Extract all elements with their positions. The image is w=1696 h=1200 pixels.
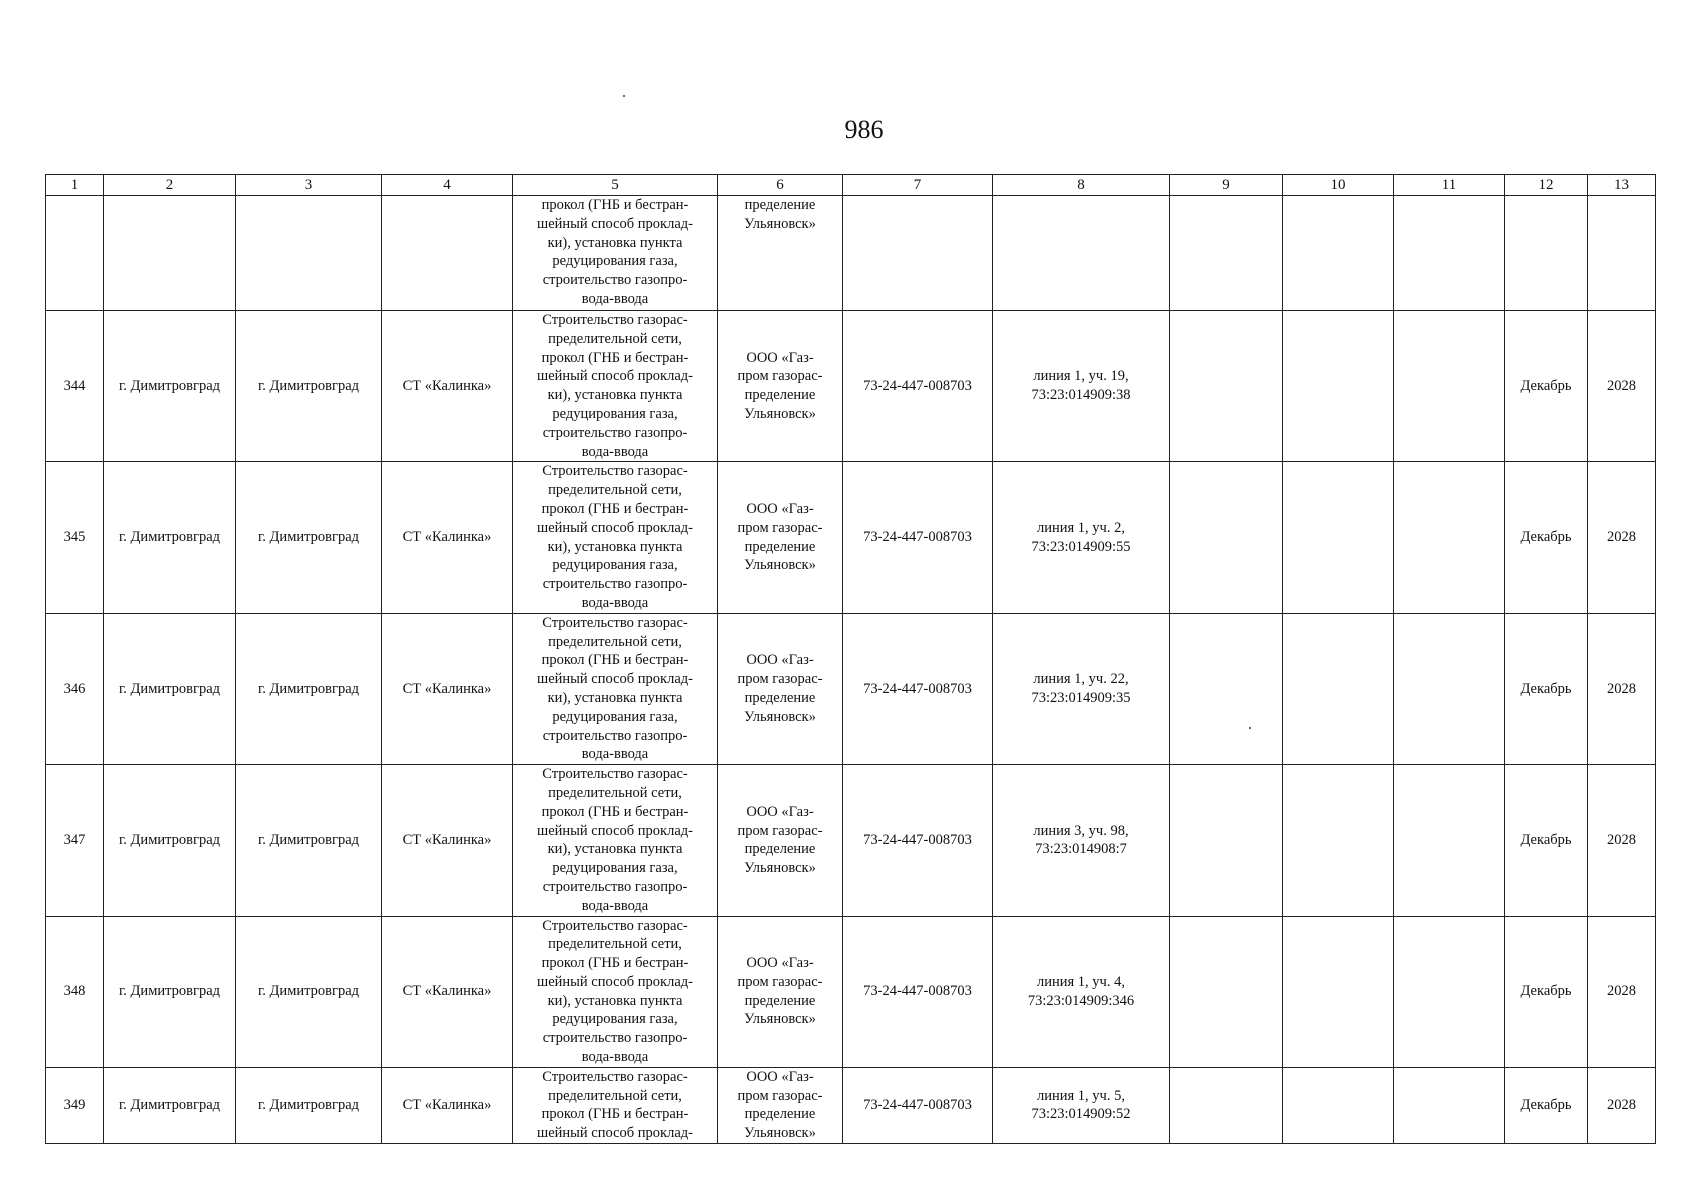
work-description: Строительство газорас- пределительной сети, прокол (ГНБ и бестран- шейный способ проклад- ки), установка пункта редуцирования газа, строительство газопро- вода-ввода: [513, 765, 718, 916]
scan-speck: [623, 95, 625, 97]
table-row: [46, 765, 1656, 916]
municipality: г. Димитровград: [104, 613, 236, 764]
location: линия 1, уч. 22, 73:23:014909:35: [993, 613, 1170, 764]
municipality: г. Димитровград: [104, 311, 236, 462]
object-name: СТ «Калинка»: [382, 916, 513, 1067]
column-header: 4: [382, 175, 513, 196]
object-code: 73-24-447-008703: [843, 462, 993, 613]
table-row: [46, 311, 1656, 462]
settlement: г. Димитровград: [236, 613, 382, 764]
row-number: 346: [46, 613, 104, 764]
object-name: СТ «Калинка»: [382, 462, 513, 613]
year: 2028: [1588, 916, 1656, 1067]
work-description: Строительство газорас- пределительной сети, прокол (ГНБ и бестран- шейный способ проклад-: [513, 1067, 718, 1143]
table-row: [46, 916, 1656, 1067]
year: 2028: [1588, 613, 1656, 764]
year: 2028: [1588, 765, 1656, 916]
table-row-continuation: [46, 196, 1656, 311]
column-header: 1: [46, 175, 104, 196]
work-description: Строительство газорас- пределительной сети, прокол (ГНБ и бестран- шейный способ проклад- ки), установка пункта редуцирования газа, строительство газопро- вода-ввода: [513, 462, 718, 613]
row-number: 348: [46, 916, 104, 1067]
object-name: СТ «Калинка»: [382, 1067, 513, 1143]
object-code: 73-24-447-008703: [843, 1067, 993, 1143]
registry-table: [45, 174, 1656, 1144]
owner-organization: ООО «Газ- пром газорас- пределение Ульяновск»: [718, 916, 843, 1067]
month: Декабрь: [1505, 613, 1588, 764]
column-number-row: [46, 175, 1656, 196]
work-description: Строительство газорас- пределительной сети, прокол (ГНБ и бестран- шейный способ проклад- ки), установка пункта редуцирования газа, строительство газопро- вода-ввода: [513, 916, 718, 1067]
municipality: г. Димитровград: [104, 462, 236, 613]
scan-speck: [1249, 727, 1251, 729]
column-header: 10: [1283, 175, 1394, 196]
column-header: 9: [1170, 175, 1283, 196]
municipality: г. Димитровград: [104, 916, 236, 1067]
work-description: прокол (ГНБ и бестран- шейный способ проклад- ки), установка пункта редуцирования газа, строительство газопро- вода-ввода: [513, 196, 718, 311]
month: Декабрь: [1505, 916, 1588, 1067]
column-header: 11: [1394, 175, 1505, 196]
object-code: 73-24-447-008703: [843, 765, 993, 916]
location: линия 1, уч. 19, 73:23:014909:38: [993, 311, 1170, 462]
month: Декабрь: [1505, 1067, 1588, 1143]
settlement: г. Димитровград: [236, 765, 382, 916]
column-header: 7: [843, 175, 993, 196]
month: Декабрь: [1505, 311, 1588, 462]
column-header: 3: [236, 175, 382, 196]
object-name: СТ «Калинка»: [382, 613, 513, 764]
owner-organization: ООО «Газ- пром газорас- пределение Ульяновск»: [718, 462, 843, 613]
column-header: 12: [1505, 175, 1588, 196]
page-number: 986: [844, 115, 884, 144]
municipality: г. Димитровград: [104, 765, 236, 916]
year: 2028: [1588, 462, 1656, 613]
row-number: 349: [46, 1067, 104, 1143]
row-number: 344: [46, 311, 104, 462]
column-header: 13: [1588, 175, 1656, 196]
table-row: [46, 1067, 1656, 1143]
location: линия 1, уч. 4, 73:23:014909:346: [993, 916, 1170, 1067]
column-header: 8: [993, 175, 1170, 196]
year: 2028: [1588, 1067, 1656, 1143]
settlement: г. Димитровград: [236, 311, 382, 462]
column-header: 2: [104, 175, 236, 196]
settlement: г. Димитровград: [236, 1067, 382, 1143]
work-description: Строительство газорас- пределительной сети, прокол (ГНБ и бестран- шейный способ проклад- ки), установка пункта редуцирования газа, строительство газопро- вода-ввода: [513, 613, 718, 764]
location: линия 3, уч. 98, 73:23:014908:7: [993, 765, 1170, 916]
settlement: г. Димитровград: [236, 462, 382, 613]
object-code: 73-24-447-008703: [843, 311, 993, 462]
owner-organization: ООО «Газ- пром газорас- пределение Ульяновск»: [718, 765, 843, 916]
owner-organization: пределение Ульяновск»: [718, 196, 843, 311]
owner-organization: ООО «Газ- пром газорас- пределение Ульяновск»: [718, 613, 843, 764]
object-code: 73-24-447-008703: [843, 916, 993, 1067]
work-description: Строительство газорас- пределительной сети, прокол (ГНБ и бестран- шейный способ проклад- ки), установка пункта редуцирования газа, строительство газопро- вода-ввода: [513, 311, 718, 462]
table-row: [46, 613, 1656, 764]
owner-organization: ООО «Газ- пром газорас- пределение Ульяновск»: [718, 311, 843, 462]
owner-organization: ООО «Газ- пром газорас- пределение Ульяновск»: [718, 1067, 843, 1143]
month: Декабрь: [1505, 462, 1588, 613]
location: линия 1, уч. 5, 73:23:014909:52: [993, 1067, 1170, 1143]
column-header: 5: [513, 175, 718, 196]
municipality: г. Димитровград: [104, 1067, 236, 1143]
month: Декабрь: [1505, 765, 1588, 916]
row-number: 347: [46, 765, 104, 916]
table-row: [46, 462, 1656, 613]
object-name: СТ «Калинка»: [382, 311, 513, 462]
row-number: 345: [46, 462, 104, 613]
settlement: г. Димитровград: [236, 916, 382, 1067]
object-code: 73-24-447-008703: [843, 613, 993, 764]
column-header: 6: [718, 175, 843, 196]
object-name: СТ «Калинка»: [382, 765, 513, 916]
year: 2028: [1588, 311, 1656, 462]
location: линия 1, уч. 2, 73:23:014909:55: [993, 462, 1170, 613]
